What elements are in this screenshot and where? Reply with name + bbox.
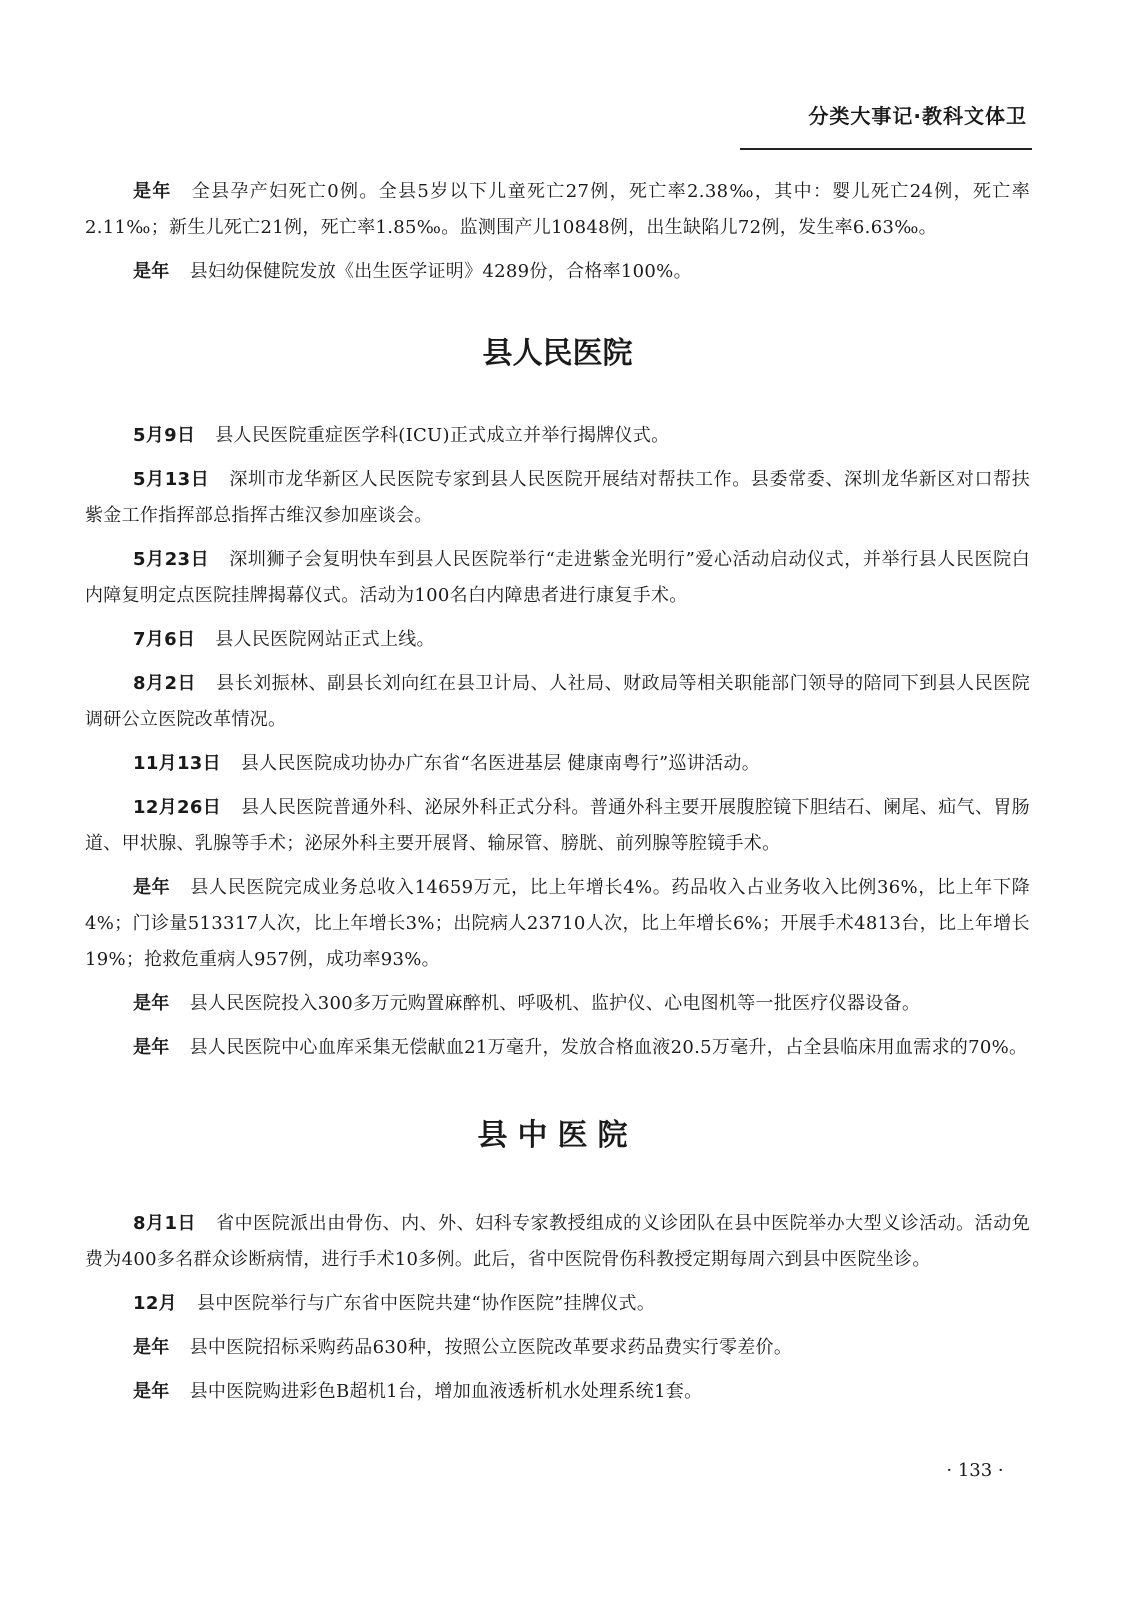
entry-date: 8月2日 <box>133 673 197 694</box>
entry-date: 是年 <box>133 261 170 282</box>
section-county-tcm-hospital <box>85 1206 1030 1410</box>
entry <box>85 1374 1030 1410</box>
entry-date: 是年 <box>133 1381 170 1402</box>
header-rule <box>740 148 1032 150</box>
entry-date: 5月9日 <box>133 425 196 446</box>
entry-date: 8月1日 <box>133 1213 197 1234</box>
entry-date: 是年 <box>133 181 172 202</box>
entry <box>85 870 1030 978</box>
entry-date: 5月23日 <box>133 549 210 570</box>
entry <box>85 462 1030 534</box>
entry-text: 县人民医院投入300多万元购置麻醉机、呼吸机、监护仪、心电图机等一批医疗仪器设备。 <box>189 993 921 1014</box>
entry-date: 是年 <box>133 993 170 1014</box>
entry-text: 县中医院举行与广东省中医院共建“协作医院”挂牌仪式。 <box>196 1293 656 1314</box>
entry <box>85 622 1030 658</box>
entry <box>85 418 1030 454</box>
entry <box>85 666 1030 738</box>
entry-date: 是年 <box>133 1037 170 1058</box>
entry-text: 县人民医院普通外科、泌尿外科正式分科。普通外科主要开展腹腔镜下胆结石、阑尾、疝气、胃肠道、甲状腺、乳腺等手术；泌尿外科主要开展肾、输尿管、膀胱、前列腺等腔镜手术。 <box>85 797 1030 854</box>
entry-date: 11月13日 <box>133 753 221 774</box>
entry-text: 县人民医院网站正式上线。 <box>215 629 435 650</box>
intro-entries <box>85 174 1030 290</box>
entry <box>85 1030 1030 1066</box>
section-title-county-peoples-hospital: 县人民医院 <box>482 336 633 371</box>
entry-text: 县人民医院成功协办广东省“名医进基层 健康南粤行”巡讲活动。 <box>240 753 761 774</box>
section-title-county-tcm-hospital: 县中医院 <box>477 1118 638 1153</box>
entry <box>85 1286 1030 1322</box>
entry <box>85 986 1030 1022</box>
entry-text: 县人民医院完成业务总收入14659万元，比上年增长4%。药品收入占业务收入比例36%，比上年下降4%；门诊量513317人次，比上年增长3%；出院病人23710人次，比上年增长6%；开展手术4813台，比上年增长19%；抢救危重病人957例，成功率93%。 <box>85 877 1030 970</box>
entry-date: 是年 <box>133 877 171 898</box>
entry-date: 7月6日 <box>133 629 196 650</box>
page-number: · 133 · <box>946 1460 1004 1481</box>
entry-text: 县长刘振林、副县长刘向红在县卫计局、人社局、财政局等相关职能部门领导的陪同下到县人民医院调研公立医院改革情况。 <box>85 673 1030 730</box>
entry-text: 省中医院派出由骨伤、内、外、妇科专家教授组成的义诊团队在县中医院举办大型义诊活动。活动免费为400多名群众诊断病情，进行手术10多例。此后，省中医院骨伤科教授定期每周六到县中医院坐诊。 <box>85 1213 1030 1270</box>
entry-text: 全县孕产妇死亡0例。全县5岁以下儿童死亡27例，死亡率2.38‰，其中：婴儿死亡24例，死亡率2.11‰；新生儿死亡21例，死亡率1.85‰。监测围产儿10848例，出生缺陷儿72例，发生率6.63‰。 <box>85 181 1030 238</box>
entry-text: 县人民医院中心血库采集无偿献血21万毫升，发放合格血液20.5万毫升，占全县临床用血需求的70%。 <box>189 1037 1028 1058</box>
entry <box>85 1206 1030 1278</box>
section-county-peoples-hospital <box>85 418 1030 1066</box>
running-header: 分类大事记·教科文体卫 <box>808 104 1027 128</box>
entry-text: 深圳市龙华新区人民医院专家到县人民医院开展结对帮扶工作。县委常委、深圳龙华新区对口帮扶紫金工作指挥部总指挥古维汉参加座谈会。 <box>85 469 1030 526</box>
entry-text: 县中医院招标采购药品630种，按照公立医院改革要求药品费实行零差价。 <box>189 1337 793 1358</box>
entry <box>85 174 1030 246</box>
entry <box>85 790 1030 862</box>
entry-text: 县中医院购进彩色B超机1台，增加血液透析机水处理系统1套。 <box>189 1381 703 1402</box>
entry-date: 12月 <box>133 1293 177 1314</box>
entry-text: 深圳狮子会复明快车到县人民医院举行“走进紫金光明行”爱心活动启动仪式，并举行县人民医院白内障复明定点医院挂牌揭幕仪式。活动为100名白内障患者进行康复手术。 <box>85 549 1030 606</box>
entry <box>85 254 1030 290</box>
entry <box>85 542 1030 614</box>
entry <box>85 1330 1030 1366</box>
entry-text: 县人民医院重症医学科(ICU)正式成立并举行揭牌仪式。 <box>215 425 670 446</box>
entry <box>85 746 1030 782</box>
entry-date: 12月26日 <box>133 797 222 818</box>
entry-date: 5月13日 <box>133 469 210 490</box>
entry-date: 是年 <box>133 1337 170 1358</box>
entry-text: 县妇幼保健院发放《出生医学证明》4289份，合格率100%。 <box>189 261 692 282</box>
page-content <box>85 174 1030 1418</box>
